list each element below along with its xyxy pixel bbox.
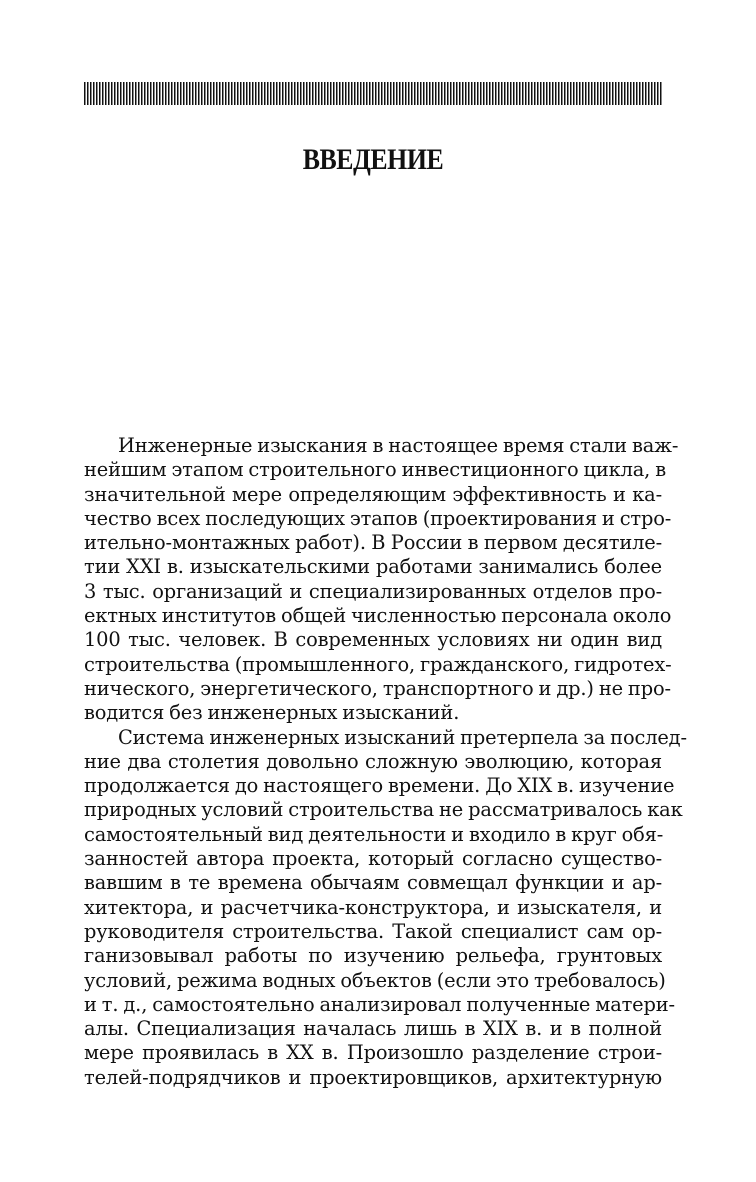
text-line: 100 тыс. человек. В современных условиях ни один вид <box>84 628 662 652</box>
page-title: ВВЕДЕНИЕ <box>302 143 444 176</box>
text-line: тии XXI в. изыскательскими работами занимались более <box>84 555 662 579</box>
text-line: ганизовывал работы по изучению рельефа, грунтовых <box>84 944 662 968</box>
text-line: ительно-монтажных работ). В России в первом десятиле- <box>84 531 662 555</box>
header-ornament-rule <box>84 82 662 105</box>
text-line: алы. Специализация началась лишь в XIX в. и в полной <box>84 1017 662 1041</box>
text-line: ектных институтов общей численностью персонала около <box>84 604 672 628</box>
text-line: самостоятельный вид деятельности и входило в круг обя- <box>84 822 664 846</box>
text-line: условий, режима водных объектов (если это требовалось) <box>84 968 666 992</box>
text-line: природных условий строительства не рассматривалось как <box>84 798 683 822</box>
text-line: 3 тыс. организаций и специализированных отделов про- <box>84 579 662 603</box>
text-line: чество всех последующих этапов (проектирования и стро- <box>84 506 672 530</box>
text-line: нического, энергетического, транспортного и др.) не про- <box>84 676 671 700</box>
text-line: занностей автора проекта, который согласно существо- <box>84 847 662 871</box>
text-line: руководителя строительства. Такой специалист сам ор- <box>84 919 662 943</box>
text-line: водится без инженерных изысканий. <box>84 701 460 725</box>
body-text <box>84 434 687 1090</box>
text-line: и т. д., самостоятельно анализировал полученные матери- <box>84 992 675 1016</box>
text-line: Система инженерных изысканий претерпела за послед- <box>118 725 687 749</box>
text-line: нейшим этапом строительного инвестиционного цикла, в <box>84 458 666 482</box>
text-line: ние два столетия довольно сложную эволюцию, которая <box>84 749 662 773</box>
text-line: мере проявилась в XX в. Произошло разделение строи- <box>84 1041 662 1065</box>
text-line: вавшим в те времена обычаям совмещал функции и ар- <box>84 871 662 895</box>
text-line: телей-подрядчиков и проектировщиков, архитектурную <box>84 1065 662 1089</box>
text-line: значительной мере определяющим эффективность и ка- <box>84 482 662 506</box>
paragraph-1 <box>84 434 679 726</box>
text-line: хитектора, и расчетчика-конструктора, и изыскателя, и <box>84 895 662 919</box>
text-line: Инженерные изыскания в настоящее время стали важ- <box>118 434 679 457</box>
paragraph-2 <box>84 725 687 1090</box>
text-line: строительства (промышленного, гражданского, гидротех- <box>84 652 672 676</box>
text-line: продолжается до настоящего времени. До XIX в. изучение <box>84 774 675 798</box>
